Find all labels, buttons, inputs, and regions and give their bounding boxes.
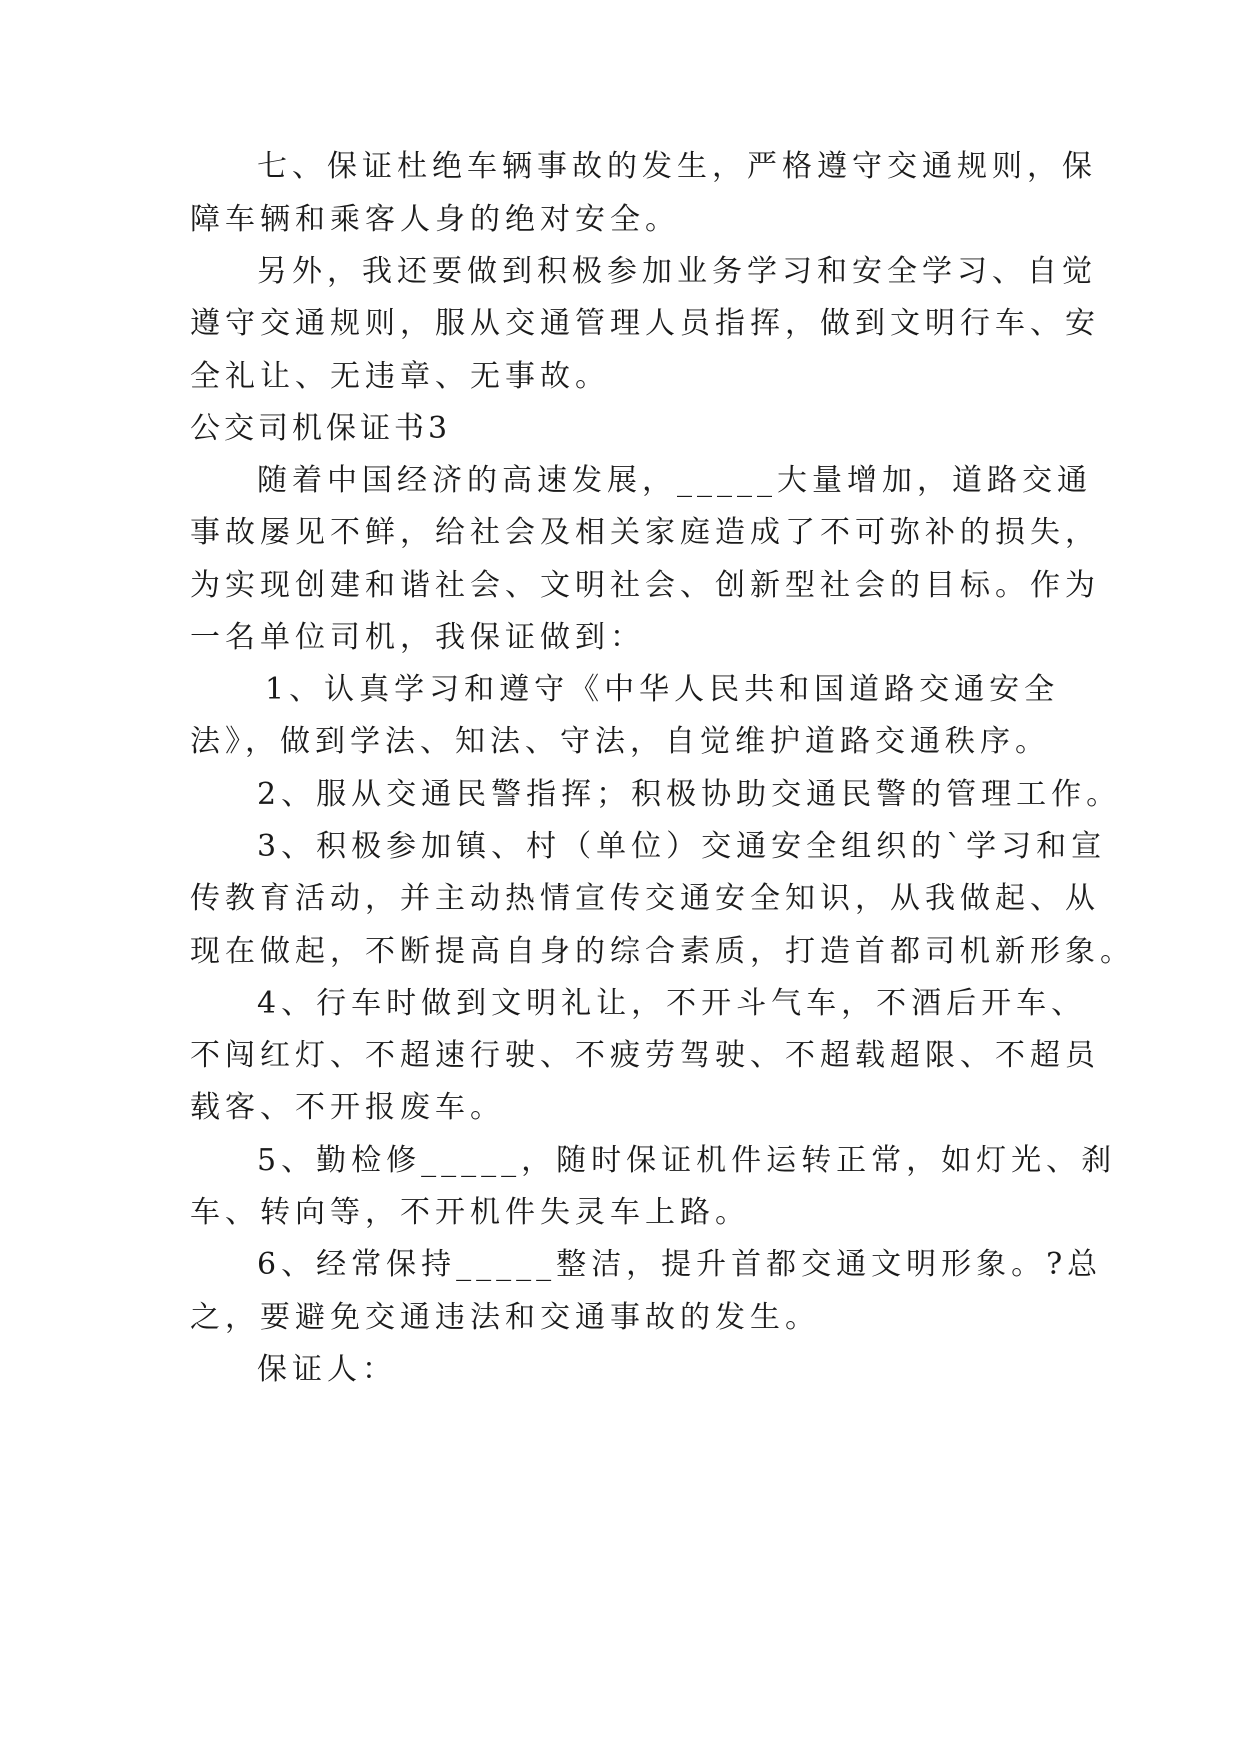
numbered-item-line: 1、认真学习和遵守《中华人民共和国道路交通安全 <box>265 672 1060 707</box>
paragraph-line: 一名单位司机，我保证做到： <box>190 620 645 655</box>
numbered-item-line: 之，要避免交通违法和交通事故的发生。 <box>190 1300 820 1335</box>
numbered-item-line: 6、经常保持_____整洁，提升首都交通文明形象。?总 <box>257 1247 1103 1282</box>
numbered-item-line: 3、积极参加镇、村（单位）交通安全组织的`学习和宣 <box>257 829 1107 864</box>
signature-label: 保证人： <box>257 1352 397 1387</box>
numbered-item-line: 载客、不开报废车。 <box>190 1090 505 1125</box>
paragraph-line: 为实现创建和谐社会、文明社会、创新型社会的目标。作为 <box>190 568 1100 603</box>
paragraph-line: 全礼让、无违章、无事故。 <box>190 359 610 394</box>
numbered-item-line: 4、行车时做到文明礼让，不开斗气车，不酒后开车、 <box>257 986 1087 1021</box>
numbered-item-line: 车、转向等，不开机件失灵车上路。 <box>190 1195 750 1230</box>
numbered-item-line: 2、服从交通民警指挥；积极协助交通民警的管理工作。 <box>257 777 1122 812</box>
paragraph-line: 另外，我还要做到积极参加业务学习和安全学习、自觉 <box>257 254 1097 289</box>
numbered-item-line: 现在做起，不断提高自身的综合素质，打造首都司机新形象。 <box>190 934 1135 969</box>
paragraph-line: 随着中国经济的高速发展，_____大量增加，道路交通 <box>257 463 1092 498</box>
numbered-item-line: 传教育活动，并主动热情宣传交通安全知识，从我做起、从 <box>190 881 1100 916</box>
numbered-item-line: 5、勤检修_____，随时保证机件运转正常，如灯光、刹 <box>257 1143 1117 1178</box>
paragraph-line: 遵守交通规则，服从交通管理人员指挥，做到文明行车、安 <box>190 306 1100 341</box>
paragraph-line: 障车辆和乘客人身的绝对安全。 <box>190 202 680 237</box>
numbered-item-line: 法》，做到学法、知法、守法，自觉维护道路交通秩序。 <box>190 724 1050 759</box>
section-heading: 公交司机保证书3 <box>190 411 452 446</box>
numbered-item-line: 不闯红灯、不超速行驶、不疲劳驾驶、不超载超限、不超员 <box>190 1038 1100 1073</box>
paragraph-line: 事故屡见不鲜，给社会及相关家庭造成了不可弥补的损失， <box>190 515 1100 550</box>
paragraph-line: 七、保证杜绝车辆事故的发生，严格遵守交通规则，保 <box>257 149 1097 184</box>
